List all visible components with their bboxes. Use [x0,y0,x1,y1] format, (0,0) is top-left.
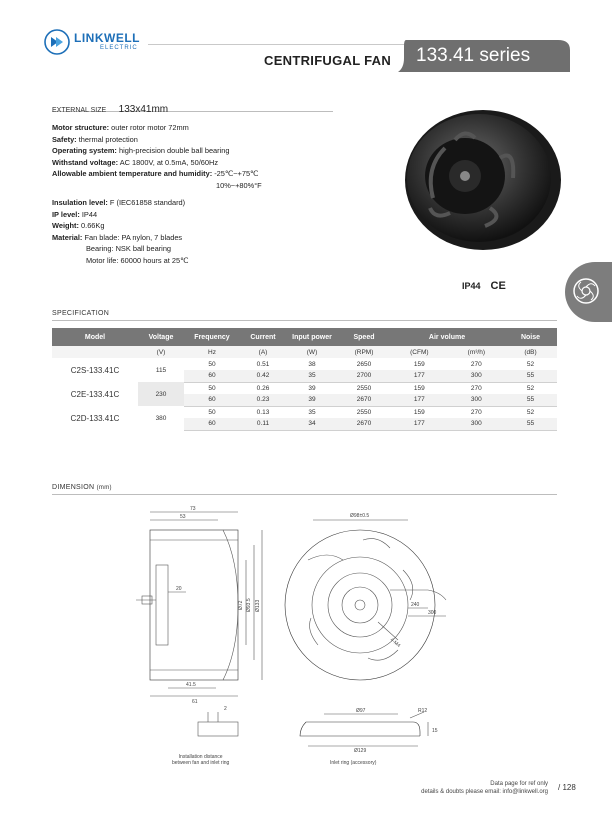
page-number: / 128 [558,783,576,792]
model-name: C2E-133.41C [52,382,138,406]
ip-badge: IP44 [462,281,481,291]
cell-input-power: 35 [286,370,338,382]
table-header-row [52,328,557,346]
material-bearing-value: Bearing: NSK ball bearing [86,244,172,253]
cell-noise: 52 [504,406,557,418]
cell-input-power: 38 [286,358,338,370]
cell-noise: 55 [504,370,557,382]
operating-value: high-precision double ball bearing [118,146,230,155]
dim-d97: Ø97 [356,708,366,714]
model-name: C2S-133.41C [52,358,138,382]
weight-label: Weight: [52,221,79,230]
col-frequency: Frequency [184,328,240,346]
cell-noise: 55 [504,394,557,406]
cell-speed: 2550 [338,406,390,418]
model-name: C2D-133.41C [52,406,138,430]
cell-noise: 52 [504,382,557,394]
units-row [52,346,557,358]
dim-300: 300 [428,610,437,616]
dim-d133: Ø133 [255,599,261,612]
dim-20: 20 [176,586,182,592]
col-input-power: Input power [286,328,338,346]
fan-category-icon [571,276,601,306]
cell-current: 0.26 [240,382,286,394]
motor-life-value: Motor life: 60000 hours at 25℃ [86,255,189,265]
weight-value: 0.66Kg [81,221,105,230]
unit-frequency: Hz [184,346,240,358]
dim-d72: Ø72 [238,600,244,610]
ambient-label: Allowable ambient temperature and humidity: [52,169,213,178]
unit-noise: (dB) [504,346,557,358]
unit-current: (A) [240,346,286,358]
col-model: Model [52,328,138,346]
caption-inlet-ring: Inlet ring (accessory) [330,760,377,766]
table-row [52,406,557,418]
cell-cfm: 177 [390,418,449,430]
col-voltage: Voltage [138,328,184,346]
cell-input-power: 35 [286,406,338,418]
unit-speed: (RPM) [338,346,390,358]
cell-input-power: 39 [286,394,338,406]
cell-speed: 2700 [338,370,390,382]
dim-2: 2 [224,706,227,712]
cell-m3h: 270 [449,382,504,394]
dimension-drawing [128,500,458,770]
cell-m3h: 300 [449,418,504,430]
cell-frequency: 60 [184,418,240,430]
cell-input-power: 39 [286,382,338,394]
brand-logo [44,29,140,55]
ce-mark-icon: CE [490,280,506,292]
ambient-temp-value: -25℃~+75℃ [214,169,259,178]
series-label: 133.41 series [416,45,531,66]
insulation-label: Insulation level: [52,198,108,207]
dim-61: 61 [192,699,198,705]
dim-73: 73 [190,506,196,512]
cell-noise: 52 [504,358,557,370]
dimension-title [52,484,112,491]
dim-53: 53 [180,514,186,520]
dim-d129: Ø129 [354,748,367,754]
cell-cfm: 159 [390,358,449,370]
ip-level-label: IP level: [52,209,80,219]
spec-list [52,122,262,266]
linkwell-logo-icon [44,29,70,55]
cell-speed: 2650 [338,358,390,370]
table-row [52,382,557,394]
dim-r12: R12 [418,708,428,714]
cell-current: 0.11 [240,418,286,430]
material-blade-value: Fan blade: PA nylon, 7 blades [84,232,183,242]
operating-label: Operating system: [52,146,117,155]
dim-d93-5: Ø93.5 [246,598,252,612]
motor-structure-label: Motor structure: [52,123,110,132]
footer-line1: Data page for ref only [490,781,548,787]
cell-noise: 55 [504,418,557,430]
page-number-value: 128 [562,783,576,792]
cell-input-power: 34 [286,418,338,430]
withstand-value: AC 1800V, at 0.5mA, 50/60Hz [119,157,219,167]
brand-sub: ELECTRIC [100,45,138,51]
external-size-row [52,99,333,115]
specification-table [52,328,557,431]
cell-m3h: 270 [449,358,504,370]
dimension-title-text: DIMENSION [52,484,95,491]
caption-installation-line2: between fan and inlet ring [172,760,230,766]
cell-frequency: 50 [184,406,240,418]
brand-name: LINKWELL [74,31,140,45]
safety-value: thermal protection [78,134,138,144]
external-size-label: EXTERNAL SIZE [52,107,107,114]
unit-cfm: (CFM) [390,346,449,358]
col-noise: Noise [504,328,557,346]
cell-current: 0.23 [240,394,286,406]
cell-frequency: 50 [184,358,240,370]
withstand-label: Withstand voltage: [52,157,119,167]
cell-current: 0.13 [240,406,286,418]
cell-cfm: 159 [390,406,449,418]
cell-cfm: 177 [390,370,449,382]
unit-voltage: (V) [138,346,184,358]
cell-speed: 2670 [338,394,390,406]
dimension-unit: (mm) [96,485,112,491]
dim-4-m4: 4-M4 [388,636,402,649]
model-voltage: 115 [138,358,184,382]
caption-installation-line1: Installation distance [178,754,223,760]
dimension-rule [52,494,557,495]
certifications [462,280,506,292]
unit-m3h: (m³/h) [449,346,504,358]
unit-input-power: (W) [286,346,338,358]
insulation-value: F (IEC61858 standard) [109,198,186,207]
cell-frequency: 60 [184,394,240,406]
cell-cfm: 177 [390,394,449,406]
cell-cfm: 159 [390,382,449,394]
cell-m3h: 300 [449,370,504,382]
footer-note [421,780,548,796]
motor-structure-value: outer rotor motor 72mm [111,123,189,132]
cell-frequency: 50 [184,382,240,394]
model-voltage: 230 [138,382,184,406]
dim-240: 240 [411,602,420,608]
fan-product-image [395,108,563,258]
cell-m3h: 300 [449,394,504,406]
material-label: Material: [52,232,83,242]
model-voltage: 380 [138,406,184,430]
col-current: Current [240,328,286,346]
ip-level-value: IP44 [81,209,98,219]
cell-m3h: 270 [449,406,504,418]
col-speed: Speed [338,328,390,346]
specification-rule [52,320,557,321]
col-air-volume: Air volume [390,328,504,346]
cell-current: 0.42 [240,370,286,382]
caption-installation [172,754,229,766]
product-type: CENTRIFUGAL FAN [264,53,392,68]
cell-speed: 2670 [338,418,390,430]
footer-line2: details & doubts please email: info@linkwell.org [421,789,548,795]
dim-15: 15 [432,728,438,734]
ambient-humidity-value: 10%~+80%°F [216,180,262,190]
dim-d98: Ø98±0.5 [350,513,370,519]
specification-title: SPECIFICATION [52,310,110,317]
cell-current: 0.51 [240,358,286,370]
external-size-value: 133x41mm [118,104,169,115]
cell-speed: 2550 [338,382,390,394]
dim-41-5: 41.5 [186,682,196,688]
cell-frequency: 60 [184,370,240,382]
safety-label: Safety: [52,134,77,144]
table-row [52,358,557,370]
